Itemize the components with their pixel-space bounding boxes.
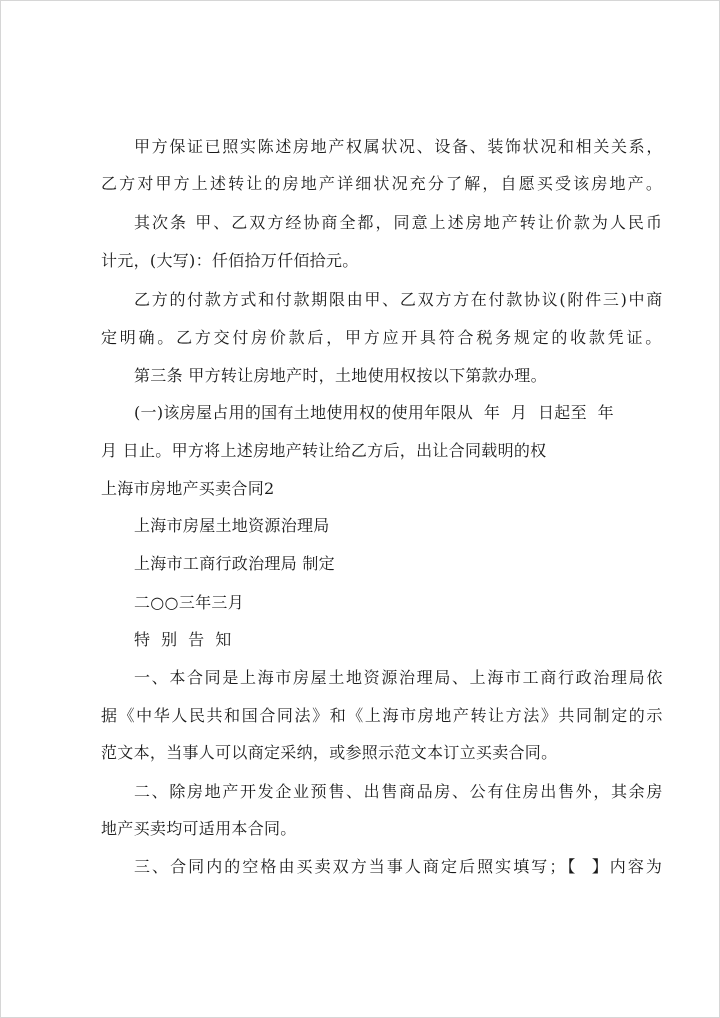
text-line: 乙方对甲方上述转让的房地产详细状况充分了解，自愿买受该房地产。 [101,174,664,193]
text-line: 定明确。乙方交付房价款后，甲方应开具符合税务规定的收款凭证。 [101,328,664,347]
text-line: 范文本，当事人可以商定采纳，或参照示范文本订立买卖合同。 [101,743,558,762]
text-line: 三、合同内的空格由买卖双方当事人商定后照实填写；【 】内容为 [134,857,664,876]
text-line: 月 日止。甲方将上述房地产转让给乙方后，出让合同载明的权 [101,441,547,460]
text-line: 一、本合同是上海市房屋土地资源治理局、上海市工商行政治理局依 [134,668,664,687]
text-line: (一)该房屋占用的国有土地使用权的使用年限从 年 月 日起至 年 [134,403,614,422]
issuer-line: 上海市工商行政治理局 制定 [134,554,335,573]
section-title: 上海市房地产买卖合同2 [101,479,275,498]
text-line: 乙方的付款方式和付款期限由甲、乙双方方在付款协议(附件三)中商 [134,290,664,309]
text-line: 甲方保证已照实陈述房地产权属状况、设备、装饰状况和相关关系， [134,137,664,156]
text-line: 地产买卖均可适用本合同。 [101,819,297,838]
notice-heading: 特 别 告 知 [134,630,235,649]
text-line: 其次条 甲、乙双方经协商全都，同意上述房地产转让价款为人民币 [134,213,664,232]
text-line: 计元，(大写)：仟佰拾万仟佰拾元。 [101,251,359,270]
text-line: 第三条 甲方转让房地产时，土地使用权按以下第款办理。 [134,366,547,385]
text-line: 据《中华人民共和国合同法》和《上海市房地产转让方法》共同制定的示 [101,706,664,725]
text-line: 二、除房地产开发企业预售、出售商品房、公有住房出售外，其余房 [134,782,664,801]
date-line: 二○○三年三月 [134,593,245,612]
issuer-line: 上海市房屋土地资源治理局 [134,516,330,535]
